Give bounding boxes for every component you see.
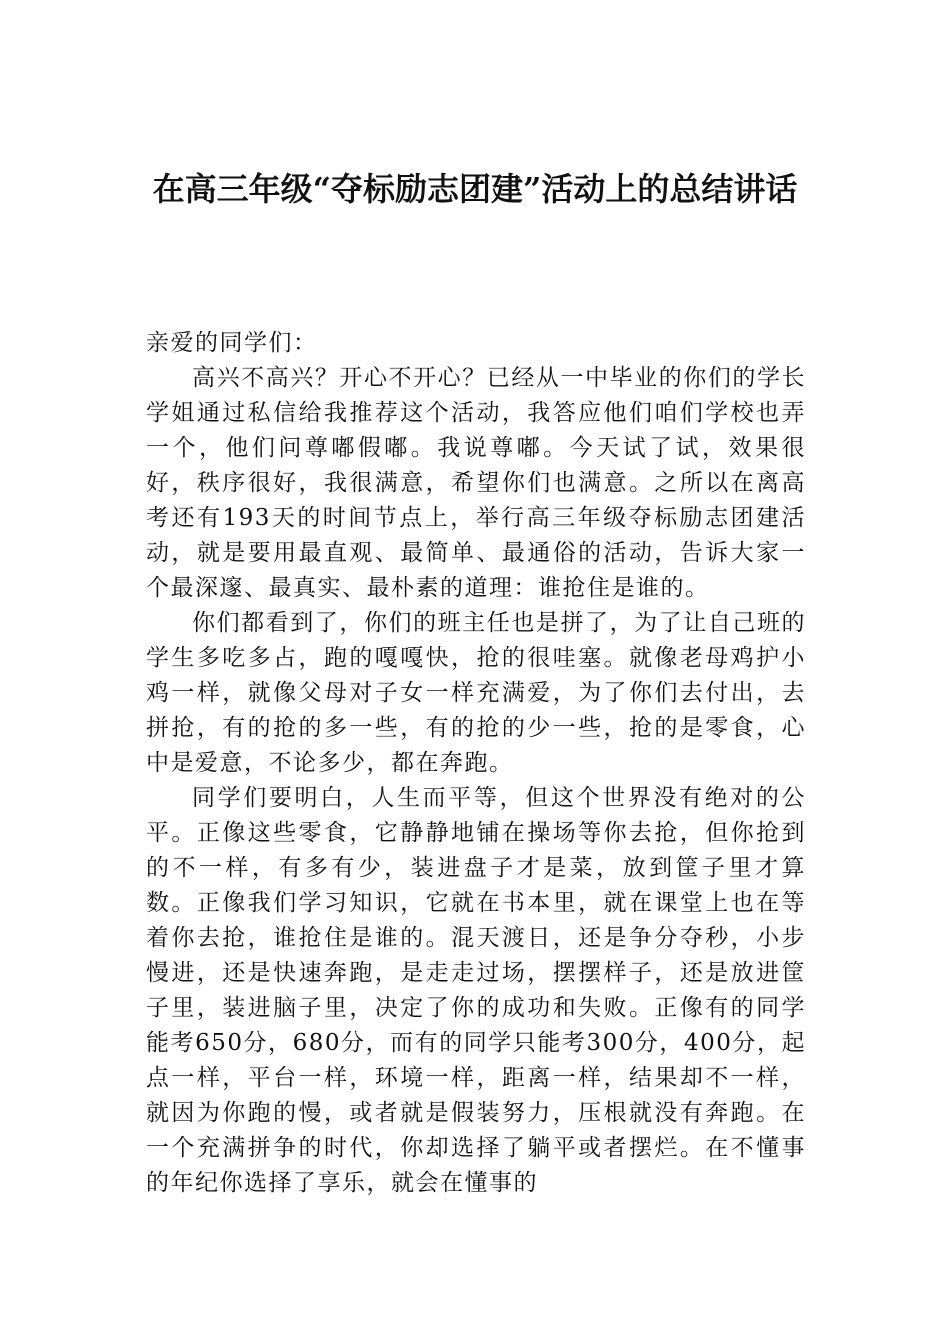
paragraph-2: 你们都看到了，你们的班主任也是拼了，为了让自己班的学生多吃多占，跑的嘎嘎快，抢的很哇塞。就像老母鸡护小鸡一样，就像父母对子女一样充满爱，为了你们去付出，去拼抢，有的抢的多一些，有的抢的少一些，抢的是零食，心中是爱意，不论多少，都在奔跑。: [146, 610, 806, 776]
paragraph-1: 高兴不高兴？开心不开心？已经从一中毕业的你们的学长学姐通过私信给我推荐这个活动，我答应他们咱们学校也弄一个，他们问尊嘟假嘟。我说尊嘟。今天试了试，效果很好，秩序很好，我很满意，希望你们也满意。之所以在离高考还有193天的时间节点上，举行高三年级夺标励志团建活动，就是要用最直观、最简单、最通俗的活动，告诉大家一个最深邃、最真实、最朴素的道理：谁抢住是谁的。: [146, 365, 806, 601]
document-body: [146, 326, 806, 1201]
paragraph-3: 同学们要明白，人生而平等，但这个世界没有绝对的公平。正像这些零食，它静静地铺在操场等你去抢，但你抢到的不一样，有多有少，装进盘子才是菜，放到筐子里才算数。正像我们学习知识，它就在书本里，就在课堂上也在等着你去抢，谁抢住是谁的。混天渡日，还是争分夺秒，小步慢进，还是快速奔跑，是走走过场，摆摆样子，还是放进筐子里，装进脑子里，决定了你的成功和失败。正像有的同学能考650分，680分，而有的同学只能考300分，400分，起点一样，平台一样，环境一样，距离一样，结果却不一样，就因为你跑的慢，或者就是假装努力，压根就没有奔跑。在一个充满拼争的时代，你却选择了躺平或者摆烂。在不懂事的年纪你选择了享乐，就会在懂事的: [146, 785, 806, 1196]
document-title: 在高三年级“夺标励志团建”活动上的总结讲话: [152, 170, 798, 208]
salutation: 亲爱的同学们：: [146, 330, 318, 356]
